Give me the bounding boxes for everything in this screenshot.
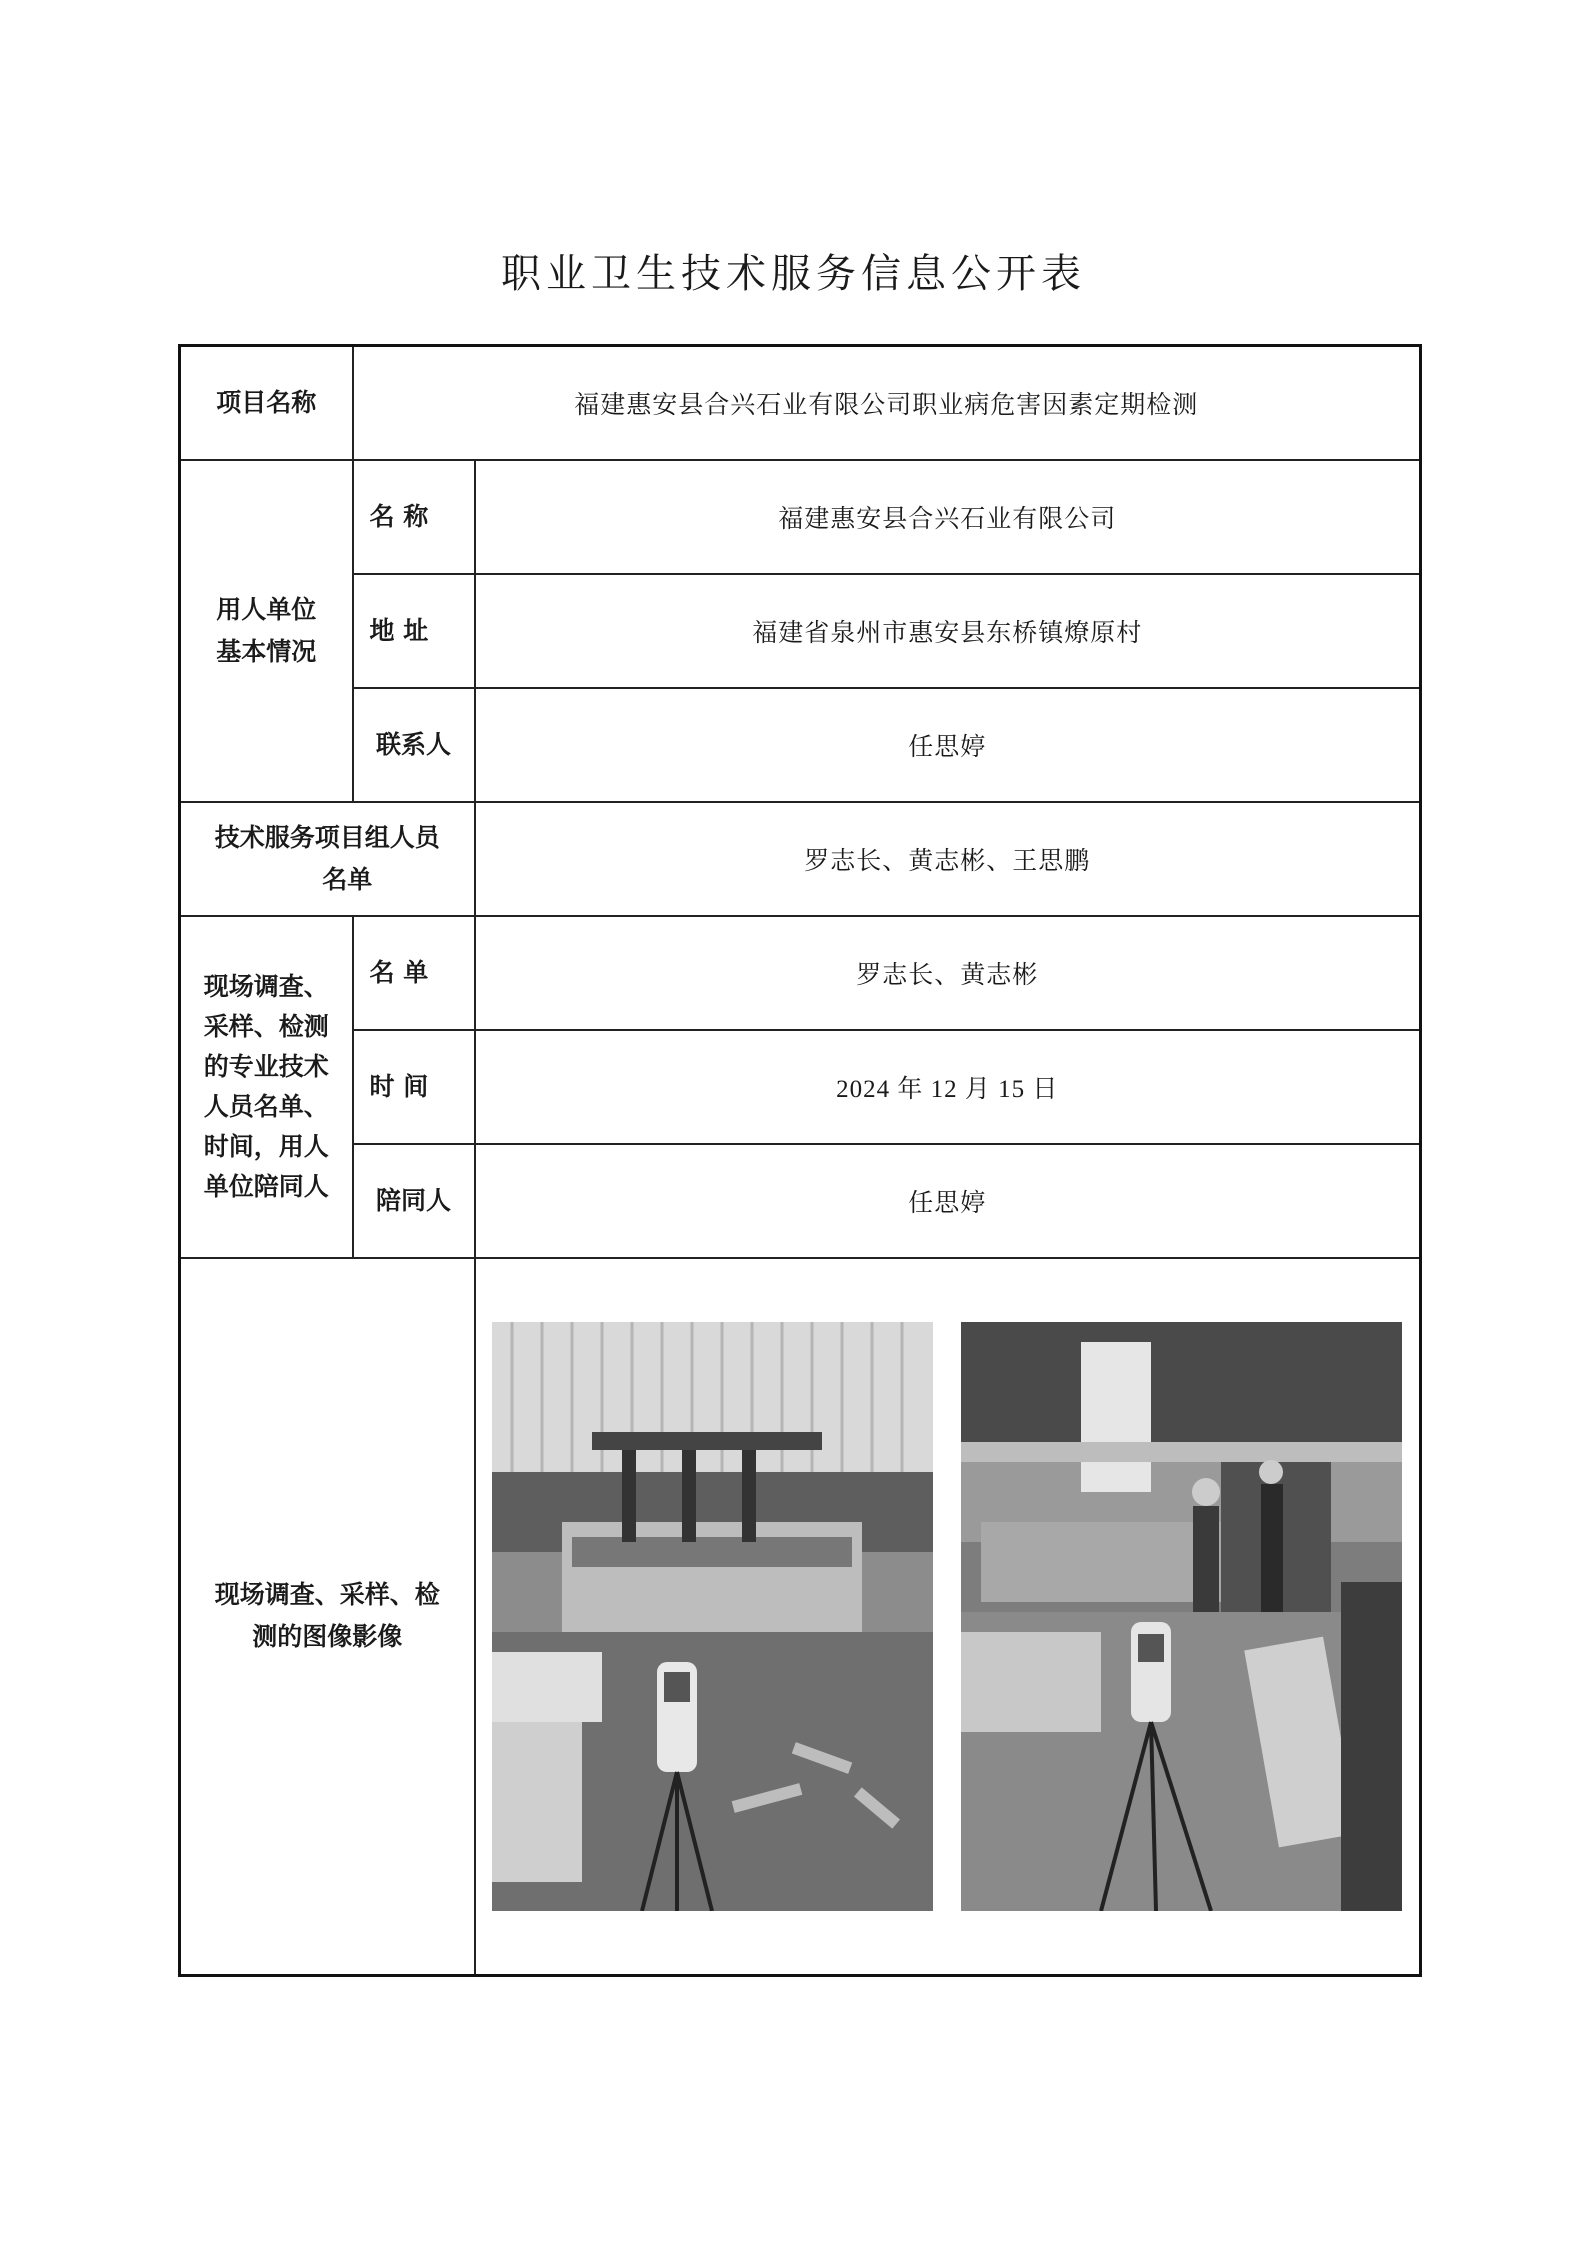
site-photo-bridge-saw-image [961,1322,1402,1911]
onsite-label-line3: 的专业技术 [203,1051,329,1081]
team-label [180,802,475,916]
employer-name-value: 福建惠安县合兴石业有限公司 [475,460,1421,574]
onsite-label-line4: 人员名单、 [203,1091,329,1121]
site-photo-bridge-saw [961,1322,1402,1911]
site-photo-cnc-machine [492,1322,933,1911]
images-label-line2: 测的图像影像 [252,1622,403,1652]
page-title: 职业卫生技术服务信息公开表 [501,251,1086,297]
team-value: 罗志长、黄志彬、王思鹏 [475,802,1421,916]
images-label [180,1258,475,1976]
team-label-line2: 名单 [322,864,373,894]
onsite-label-line5: 时间，用人 [203,1131,329,1161]
photo-gallery [476,1322,1420,1911]
team-row [180,802,1421,916]
onsite-label [180,916,353,1258]
onsite-label-line1: 现场调查、 [203,971,329,1001]
onsite-escort-label: 陪同人 [353,1144,475,1258]
employer-name-row [180,460,1421,574]
onsite-escort-row [180,1144,1421,1258]
project-label: 项目名称 [180,346,353,460]
employer-label-line1: 用人单位 [216,594,317,624]
employer-address-row [180,574,1421,688]
team-label-line1: 技术服务项目组人员 [214,822,440,852]
onsite-label-line6: 单位陪同人 [203,1171,329,1201]
employer-name-label: 名 称 [353,460,475,574]
site-photo-cnc-machine-image [492,1322,933,1911]
project-value: 福建惠安县合兴石业有限公司职业病危害因素定期检测 [353,346,1421,460]
employer-address-value: 福建省泉州市惠安县东桥镇燎原村 [475,574,1421,688]
project-row [180,346,1421,460]
images-cell [475,1258,1421,1976]
onsite-names-label: 名 单 [353,916,475,1030]
onsite-label-line2: 采样、检测 [203,1011,329,1041]
onsite-names-value: 罗志长、黄志彬 [475,916,1421,1030]
employer-label [180,460,353,802]
info-table [178,344,1422,1977]
onsite-time-value: 2024 年 12 月 15 日 [475,1030,1421,1144]
onsite-names-row [180,916,1421,1030]
employer-contact-row [180,688,1421,802]
employer-contact-value: 任思婷 [475,688,1421,802]
onsite-time-label: 时 间 [353,1030,475,1144]
onsite-time-row [180,1030,1421,1144]
onsite-escort-value: 任思婷 [475,1144,1421,1258]
employer-label-line2: 基本情况 [216,636,317,666]
images-row [180,1258,1421,1976]
employer-contact-label: 联系人 [353,688,475,802]
images-label-line1: 现场调查、采样、检 [214,1580,440,1610]
employer-address-label: 地 址 [353,574,475,688]
